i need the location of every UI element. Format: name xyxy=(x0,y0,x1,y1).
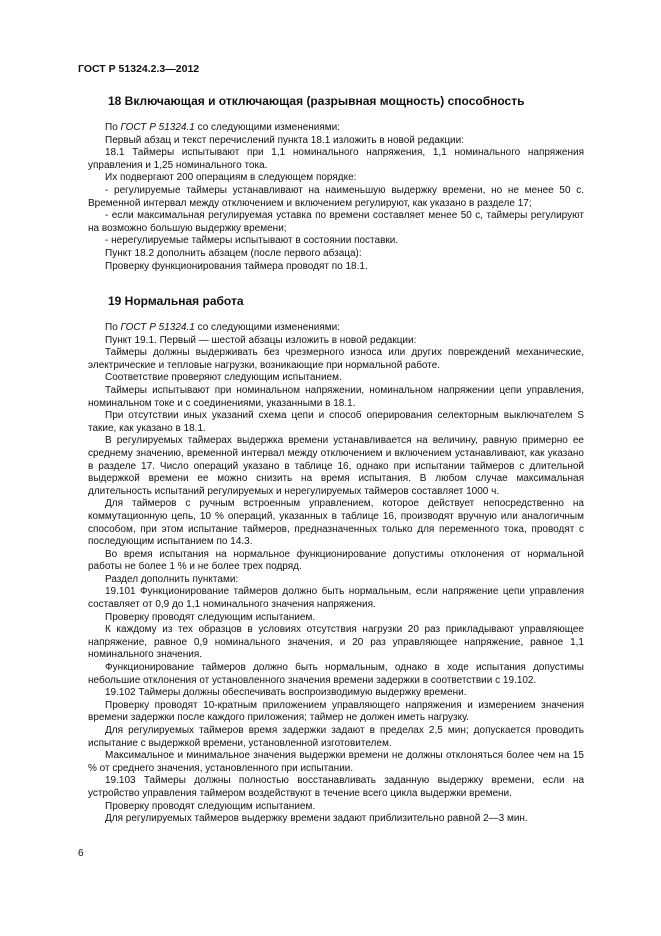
paragraph: Проверку функционирования таймера проводят по 18.1. xyxy=(105,260,368,272)
paragraph: Пункт 19.1. Первый — шестой абзацы изложить в новой редакции: xyxy=(105,334,417,346)
paragraph: При отсутствии иных указаний схема цепи и способ оперирования селекторным выключателем S такие, как указано в 18.1. xyxy=(88,410,584,434)
list-item: - регулируемые таймеры устанавливают на наименьшую выдержку времени, но не менее 50 с. Временной интервал между отключением и включением регулируют, как указано в разделе 17; xyxy=(88,184,584,209)
paragraph: 18.1 Таймеры испытывают при 1,1 номинального напряжения, 1,1 номинального напряжения управления и 1,25 номинального тока. xyxy=(88,147,584,171)
list-item: - нерегулируемые таймеры испытывают в состоянии поставки. xyxy=(105,235,399,247)
page-number: 6 xyxy=(78,848,84,859)
standard-reference: ГОСТ Р 51324.1 xyxy=(120,322,195,333)
paragraph: Первый абзац и текст перечислений пункта 18.1 изложить в новой редакции: xyxy=(105,134,464,146)
paragraph: В регулируемых таймерах выдержка времени устанавливается на величину, равную примерно ее среднему значению, временной интервал между отключением и включением устанавливают, как указано в разделе 17. Число операций указано в таблице 16, однако при испытании таймеров с длительной выдержкой времени ее можно снизить на время испытания. В любом случае максимальная длительность испытаний регулируемых и нерегулируемых таймеров составляет 1000 ч. xyxy=(88,435,584,497)
clause-19-102: 19.102 Таймеры должны обеспечивать воспроизводимую выдержку времени. xyxy=(105,687,467,699)
paragraph: К каждому из тех образцов в условиях отсутствия нагрузки 20 раз прикладывают управляющее напряжение, равное 0,9 номинального значения, и 20 раз управляющее напряжение, равное 1,1 номинального значения. xyxy=(88,624,584,661)
paragraph: Для регулируемых таймеров выдержку времени задают приблизительно равной 2—3 мин. xyxy=(105,813,528,825)
paragraph: Проверку проводят следующим испытанием. xyxy=(105,800,316,812)
list-item: - если максимальная регулируемая уставка по времени составляет менее 50 с, таймеры регулируют на возможно большую выдержку времени; xyxy=(88,210,584,234)
section-18-intro: По ГОСТ Р 51324.1 со следующими изменениями: xyxy=(105,122,341,133)
paragraph: Их подвергают 200 операциям в следующем порядке: xyxy=(105,172,357,184)
paragraph: Пункт 18.2 дополнить абзацем (после первого абзаца): xyxy=(105,247,362,259)
paragraph: Функционирование таймеров должно быть нормальным, однако в ходе испытания допустимы небольшие отклонения от установленного значения времени задержки в соответствии с 19.102. xyxy=(88,662,584,686)
paragraph: Соответствие проверяют следующим испытанием. xyxy=(105,372,342,384)
clause-19-101: 19.101 Функционирование таймеров должно быть нормальным, если напряжение цепи управления составляет от 0,9 до 1,1 номинального значения напряжения. xyxy=(88,586,584,611)
standard-reference: ГОСТ Р 51324.1 xyxy=(120,122,195,133)
section-18-title: 18 Включающая и отключающая (разрывная мощность) способность xyxy=(108,94,525,108)
paragraph: Таймеры должны выдерживать без чрезмерного износа или других повреждений механические, электрические и тепловые нагрузки, возникающие при нормальной работе. xyxy=(88,347,584,371)
section-19 xyxy=(88,294,584,826)
paragraph: Таймеры испытывают при номинальном напряжении, номинальном напряжении цепи управления, номинальном токе и с соединениями, указанными в 18.1. xyxy=(88,384,584,409)
section-18 xyxy=(88,94,584,273)
paragraph: Проверку проводят следующим испытанием. xyxy=(105,611,316,623)
standard-header: ГОСТ Р 51324.2.3—2012 xyxy=(78,63,200,75)
clause-19-103: 19.103 Таймеры должны полностью восстанавливать заданную выдержку времени, если на устройство управления таймером воздействуют в течение всего цикла выдержки времени. xyxy=(88,775,584,799)
paragraph: Максимальное и минимальное значения выдержки времени не должны отклоняться более чем на 15 % от среднего значения, установленного при испытании. xyxy=(88,750,584,774)
paragraph: Во время испытания на нормальное функционирование допустимы отклонения от нормальной работы не более 1 % и не более трех подряд. xyxy=(88,548,584,573)
paragraph: Раздел дополнить пунктами: xyxy=(105,573,239,585)
paragraph: Для регулируемых таймеров время задержки задают в пределах 2,5 мин; допускается проводить испытание с выдержкой времени, установленной изготовителем. xyxy=(88,725,584,749)
paragraph: Проверку проводят 10-кратным приложением управляющего напряжения и измерением значения времени задержки после каждого приложения; таймер не должен иметь нагрузку. xyxy=(88,699,584,724)
paragraph: Для таймеров с ручным встроенным управлением, которое действует непосредственно на коммутационную цепь, 10 % операций, указанных в таблице 16, производят вручную или аналогичным способом, при этом испытание таймеров, предназначенных только для переменного тока, проводят с последующим испытанием по 14.3. xyxy=(88,498,584,548)
section-19-title: 19 Нормальная работа xyxy=(108,294,244,308)
section-19-intro: По ГОСТ Р 51324.1 со следующими изменениями: xyxy=(105,322,341,333)
